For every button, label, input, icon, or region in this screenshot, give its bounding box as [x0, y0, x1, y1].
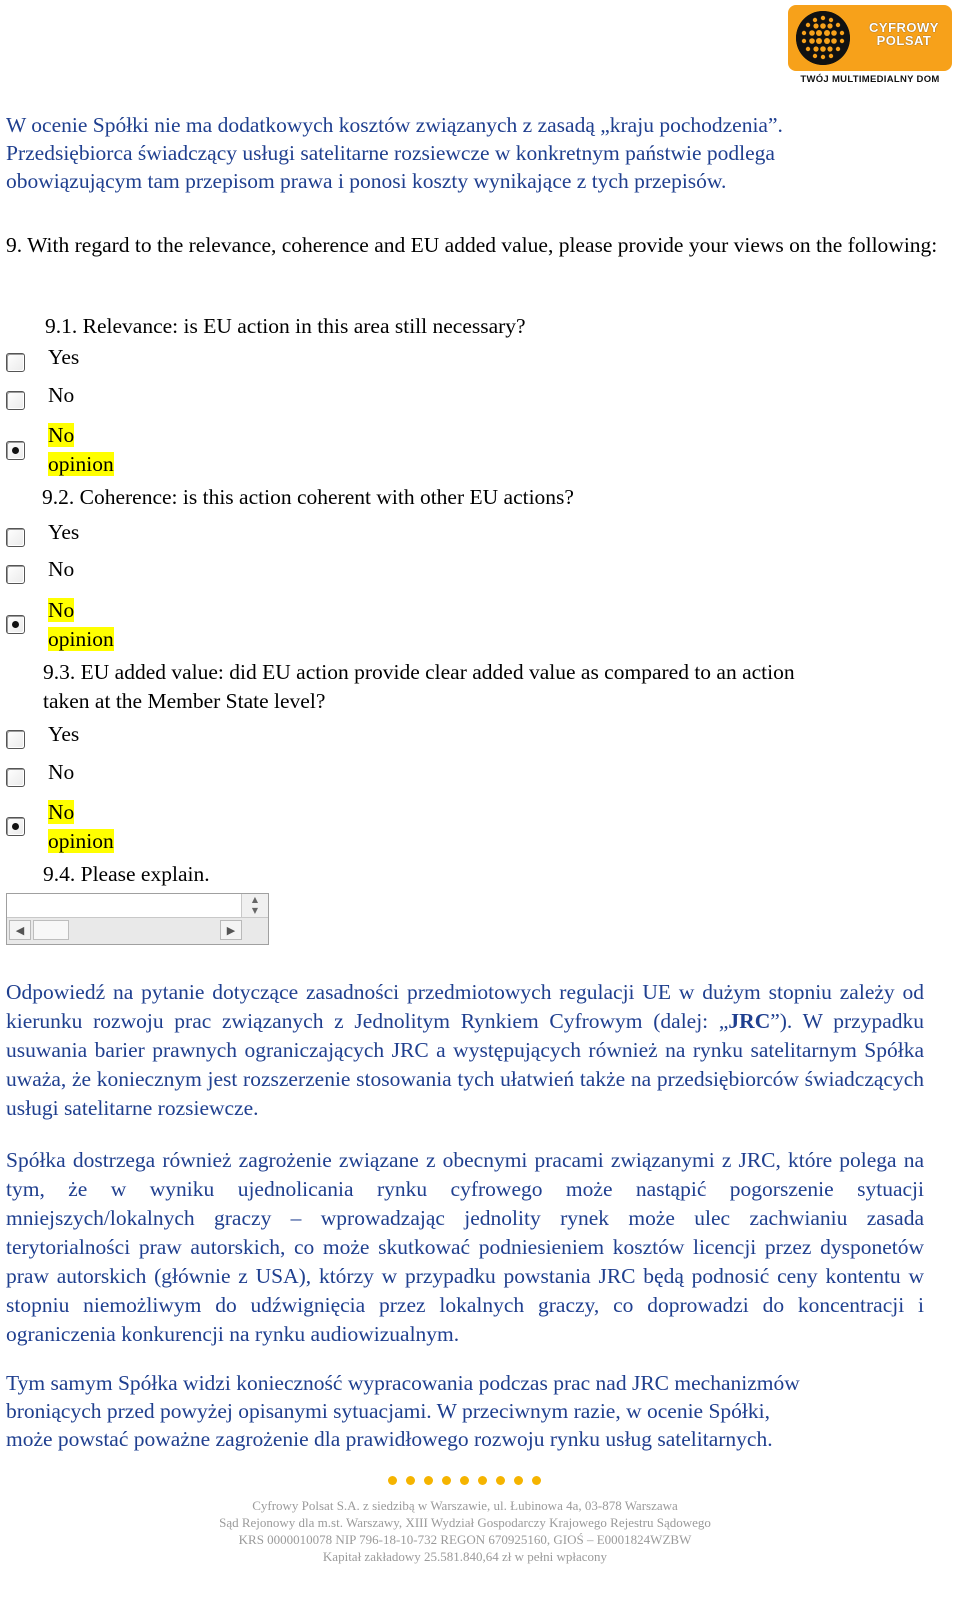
radio-button[interactable]: [6, 391, 25, 410]
option-label: No opinion: [48, 800, 114, 853]
answer-paragraph-2: Spółka dostrzega również zagrożenie związane z obecnymi pracami związanymi z JRC, które polega na tym, że w wyniku ujednolicania rynku cyfrowego może nastąpić pogorszenie sytuacji mniejszych/lokalnych graczy – wprowadzając jednolity rynek może ulec zachwianiu zasada terytorialności praw autorskich, co może skutkować podniesieniem kosztów licencji przez dysponetów praw autorskich (głównie z USA), którzy w przypadku powstania JRC będą podnosić ceny kontentu w stopniu niemożliwym do udźwignięcia przez lokalnych graczy, co doprowadzi do koncentracji i ograniczenia konkurencji na rynku audiowizualnym.: [6, 1148, 924, 1346]
footer-line-1: Cyfrowy Polsat S.A. z siedzibą w Warszawie, ul. Łubinowa 4a, 03-878 Warszawa: [252, 1498, 678, 1513]
q92-option-yes[interactable]: [6, 520, 206, 562]
option-label: No: [48, 557, 75, 581]
footer-dot: [424, 1476, 433, 1485]
q93-option-yes[interactable]: [6, 722, 206, 764]
footer-dot: [532, 1476, 541, 1485]
answer-paragraph-3-line-2: broniących przed powyżej opisanymi sytuacjami. W przeciwnym razie, w ocenie Spółki,: [6, 1399, 771, 1423]
radio-button[interactable]: [6, 353, 25, 372]
globe-icon: [796, 11, 850, 65]
vertical-scrollbar[interactable]: [241, 894, 268, 918]
scroll-right-icon[interactable]: ▶: [220, 920, 242, 940]
intro-line-1: W ocenie Spółki nie ma dodatkowych kosztów związanych z zasadą „kraju pochodzenia”.: [6, 113, 783, 137]
q93-option-no[interactable]: [6, 760, 206, 802]
explain-textarea[interactable]: [6, 893, 269, 945]
option-label: Yes: [48, 520, 80, 544]
logo-name: [858, 21, 950, 47]
radio-button-selected[interactable]: [6, 615, 25, 634]
scroll-down-icon[interactable]: ▼: [251, 906, 259, 915]
footer-dot: [442, 1476, 451, 1485]
horizontal-scrollbar[interactable]: [7, 917, 268, 944]
logo-name-line2: POLSAT: [876, 33, 932, 48]
logo-name-line1: CYFROWY: [869, 20, 939, 35]
q91-option-yes[interactable]: [6, 345, 206, 387]
option-label: No opinion: [48, 423, 114, 476]
logo-badge: [788, 5, 952, 71]
answer-paragraph-1: Odpowiedź na pytanie dotyczące zasadności przedmiotowych regulacji UE w dużym stopniu zależy od kierunku rozwoju prac związanych z Jednolitym Rynkiem Cyfrowym (dalej: „JRC”). W przypadku usuwania barier prawnych ograniczających JRC a występujących również na rynku satelitarnym Spółka uważa, że koniecznym jest rozszerzenie stosowania tych ułatwień także na przedsiębiorców świadczących usługi satelitarne rozsiewcze.: [6, 980, 924, 1120]
intro-line-2: Przedsiębiorca świadczący usługi satelitarne rozsiewcze w konkretnym państwie podlega: [6, 141, 775, 165]
scroll-left-icon[interactable]: ◀: [9, 920, 31, 940]
answer-paragraph-3-line-1: Tym samym Spółka widzi konieczność wypracowania podczas prac nad JRC mechanizmów: [6, 1371, 800, 1395]
q91-option-no[interactable]: [6, 383, 206, 425]
footer-line-2: Sąd Rejonowy dla m.st. Warszawy, XIII Wydział Gospodarczy Krajowego Rejestru Sądowego: [219, 1515, 711, 1530]
question-9-1: 9.1. Relevance: is EU action in this area still necessary?: [45, 314, 526, 338]
option-label: No: [48, 383, 75, 407]
radio-button[interactable]: [6, 528, 25, 547]
q92-option-no[interactable]: [6, 557, 206, 599]
question-9-2: 9.2. Coherence: is this action coherent with other EU actions?: [42, 485, 574, 509]
footer-line-4: Kapitał zakładowy 25.581.840,64 zł w pełni wpłacony: [322, 1549, 608, 1564]
company-footer: [0, 1497, 930, 1565]
footer-dot: [388, 1476, 397, 1485]
footer-dots: [388, 1476, 548, 1490]
radio-button[interactable]: [6, 730, 25, 749]
radio-button[interactable]: [6, 565, 25, 584]
radio-button-selected[interactable]: [6, 441, 25, 460]
radio-button[interactable]: [6, 768, 25, 787]
logo-tagline: TWÓJ MULTIMEDIALNY DOM: [800, 74, 940, 85]
footer-dot: [406, 1476, 415, 1485]
option-label: Yes: [48, 722, 80, 746]
scrollbar-thumb[interactable]: [33, 920, 69, 940]
cyfrowy-polsat-logo: [788, 5, 952, 87]
footer-dot: [514, 1476, 523, 1485]
intro-line-3: obowiązującym tam przepisom prawa i ponosi koszty wynikające z tych przepisów.: [6, 169, 727, 193]
footer-line-3: KRS 0000010078 NIP 796-18-10-732 REGON 670925160, GIOŚ – E0001824WZBW: [238, 1532, 692, 1547]
footer-dot: [496, 1476, 505, 1485]
option-label: No: [48, 760, 75, 784]
footer-dot: [460, 1476, 469, 1485]
option-label: No opinion: [48, 598, 114, 651]
question-9-3: 9.3. EU added value: did EU action provide clear added value as compared to an action taken at the Member State level?: [43, 660, 795, 713]
question-9-4: 9.4. Please explain.: [43, 862, 210, 886]
answer-paragraph-3-line-3: może powstać poważne zagrożenie dla prawidłowego rozwoju rynku usług satelitarnych.: [6, 1427, 773, 1451]
radio-button-selected[interactable]: [6, 817, 25, 836]
question-9: 9. With regard to the relevance, coherence and EU added value, please provide your views on the following:: [6, 233, 938, 257]
scroll-up-icon[interactable]: ▲: [251, 895, 259, 904]
option-label: Yes: [48, 345, 80, 369]
footer-dot: [478, 1476, 487, 1485]
